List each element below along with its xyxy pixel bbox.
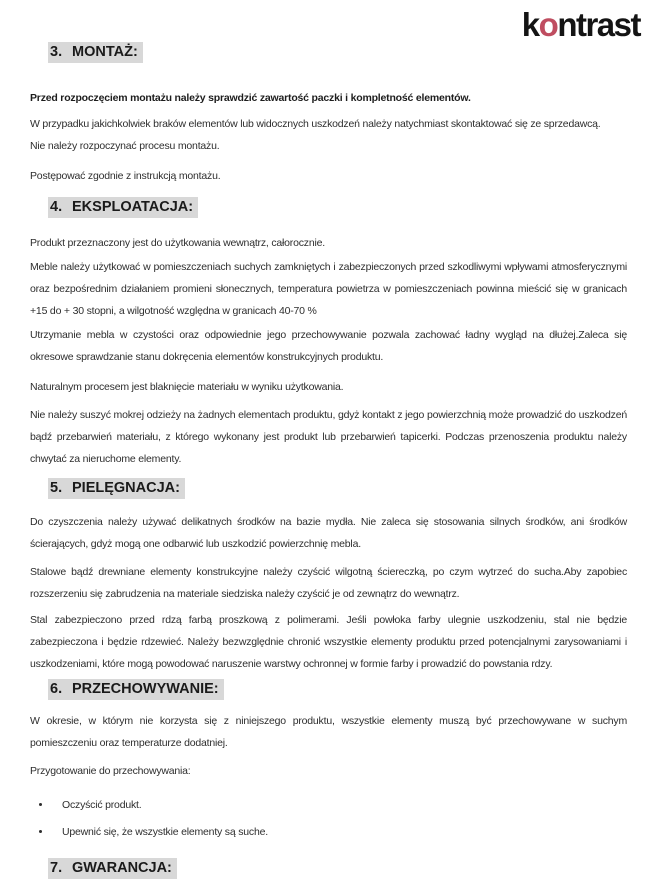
- heading-highlight: [48, 197, 198, 218]
- section-heading: [48, 42, 627, 63]
- section-title: EKSPLOATACJA:: [72, 199, 194, 215]
- heading-highlight: [48, 679, 224, 700]
- paragraph: Postępować zgodnie z instrukcją montażu.: [30, 170, 221, 182]
- bullet-list: [30, 792, 627, 846]
- paragraph: Przygotowanie do przechowywania:: [30, 765, 191, 777]
- paragraph: Meble należy użytkować w pomieszczeniach suchych zamkniętych i zabezpieczonych przed szkodliwymi wpływami atmosferycznymi oraz bezpośrednim działaniem promieni słonecznych, temperatura powietrza w pomieszczeniach powinna mieścić się w granicach +15 do + 30 stopni, a wilgotność względna w granicach 40-70 %: [30, 261, 627, 317]
- paragraph: W okresie, w którym nie korzysta się z niniejszego produktu, wszystkie elementy muszą być przechowywane w suchym pomieszczeniu oraz temperaturze dodatniej.: [30, 715, 627, 749]
- paragraph: Naturalnym procesem jest blaknięcie materiału w wyniku użytkowania.: [30, 381, 344, 393]
- paragraph: Do czyszczenia należy używać delikatnych środków na bazie mydła. Nie zaleca się stosowania silnych środków, ani środków ścierających, gdyż mogą one odbarwić lub uszkodzić powierzchnię mebla.: [30, 516, 627, 550]
- heading-highlight: [48, 858, 177, 879]
- section-heading: [48, 679, 627, 700]
- paragraph: Produkt przeznaczony jest do użytkowania wewnątrz, całorocznie.: [30, 237, 325, 249]
- section-heading: [48, 858, 627, 879]
- bullet-item: • Oczyścić produkt.: [52, 792, 627, 819]
- paragraph: Nie należy suszyć mokrej odzieży na żadnych elementach produktu, gdyż kontakt z jego powierzchnią może prowadzić do uszkodzeń bądź przebarwień materiału, z którego wykonany jest produkt lub przebarwień tapicerki. Podczas przenoszenia produktu należy chwytać za nieruchome elementy.: [30, 409, 627, 465]
- paragraph: Stalowe bądź drewniane elementy konstrukcyjne należy czyścić wilgotną ściereczką, po czym wytrzeć do sucha.Aby zapobiec rozszerzeniu się zabrudzenia na materiale siedziska należy czyścić je od zewnątrz do wewnątrz.: [30, 566, 627, 600]
- heading-highlight: [48, 42, 143, 63]
- logo-text-ntrast: ntrast: [557, 6, 640, 43]
- section-title: PIELĘGNACJA:: [72, 480, 180, 496]
- brand-logo: [522, 6, 640, 44]
- section-number: 7.: [50, 860, 63, 876]
- bullet-item: • Upewnić się, że wszystkie elementy są suche.: [52, 819, 627, 846]
- section-title: MONTAŻ:: [72, 44, 138, 60]
- logo-text-k: k: [521, 6, 539, 43]
- paragraph: Nie należy rozpoczynać procesu montażu.: [30, 140, 220, 152]
- section-title: PRZECHOWYWANIE:: [72, 681, 219, 697]
- section-title: GWARANCJA:: [72, 860, 172, 876]
- heading-highlight: [48, 478, 185, 499]
- section-heading: [48, 197, 627, 218]
- paragraph: Stal zabezpieczono przed rdzą farbą proszkową z polimerami. Jeśli powłoka farby ulegnie uszkodzeniu, stal nie będzie zabezpieczona i będzie rdzewieć. Należy bezwzględnie chronić wszystkie elementy produktu przed potencjalnymi zarysowaniami i uszkodzeniami, które mogą powodować naruszenie warstwy ochronnej w formie farby i prowadzić do powstania rdzy.: [30, 614, 627, 670]
- section-number: 4.: [50, 199, 63, 215]
- paragraph: Utrzymanie mebla w czystości oraz odpowiednie jego przechowywanie pozwala zachować ładny wygląd na dłużej.Zaleca się okresowe sprawdzanie stanu dokręcenia elementów konstrukcyjnych produktu.: [30, 329, 627, 363]
- logo-o-ring-icon: o: [538, 6, 558, 43]
- section-number: 3.: [50, 44, 63, 60]
- section-heading: [48, 478, 627, 499]
- paragraph: W przypadku jakichkolwiek braków elementów lub widocznych uszkodzeń należy natychmiast skontaktować się ze sprzedawcą.: [30, 118, 601, 130]
- section-number: 6.: [50, 681, 63, 697]
- paragraph: Przed rozpoczęciem montażu należy sprawdzić zawartość paczki i kompletność elementów.: [30, 92, 471, 104]
- section-number: 5.: [50, 480, 63, 496]
